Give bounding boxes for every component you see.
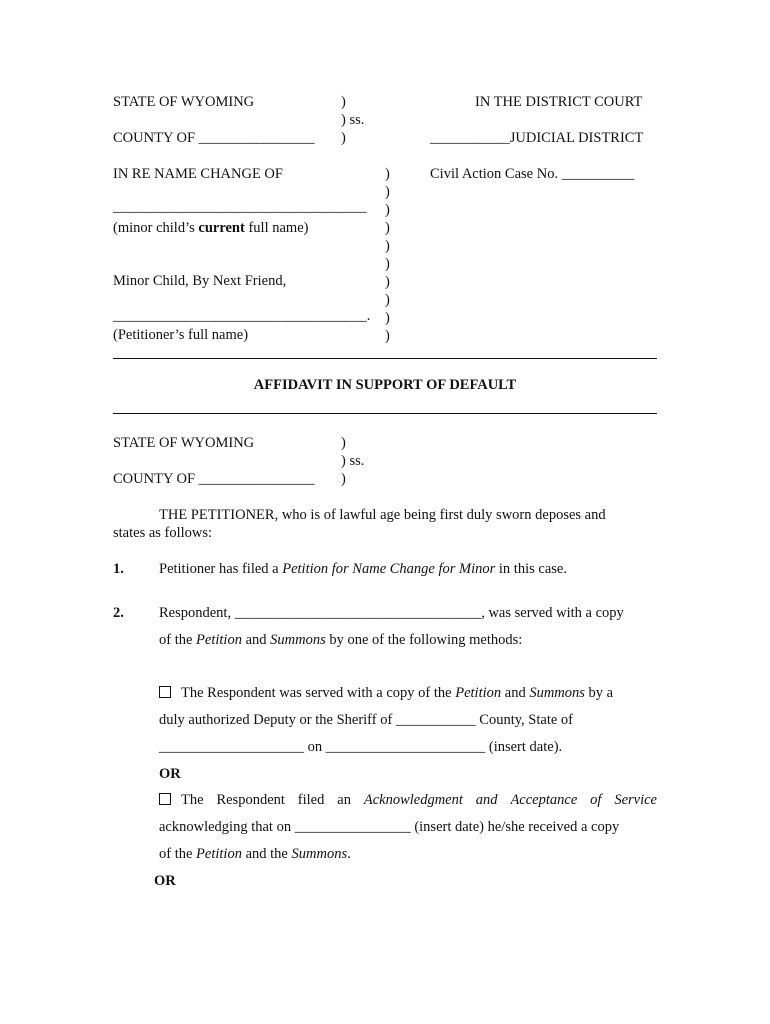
item-2-number: 2. xyxy=(113,605,124,621)
state-label: STATE OF WYOMING xyxy=(113,94,255,110)
judicial-district: ___________JUDICIAL DISTRICT xyxy=(430,130,644,146)
option-2-line-2: acknowledging that on ________________ (insert date) he/she received a copy xyxy=(159,819,620,835)
caption-paren: ) xyxy=(385,328,390,344)
item-2-line-1: Respondent, __________________________________, was served with a copy xyxy=(159,605,624,621)
venue-county-label: COUNTY OF ________________ xyxy=(113,471,315,487)
option-1-checkbox[interactable] xyxy=(159,686,171,698)
option-1-line-1: The Respondent was served with a copy of the Petition and Summons by a xyxy=(159,685,613,702)
caption-paren: ) xyxy=(385,202,390,218)
option-1-line-3: ____________________ on ______________________ (insert date). xyxy=(159,739,563,755)
caption-paren: ) xyxy=(385,274,390,290)
option-2-checkbox[interactable] xyxy=(159,793,171,805)
venue-paren-top: ) xyxy=(341,435,346,451)
item-1-text: Petitioner has filed a Petition for Name Change for Minor in this case. xyxy=(159,561,567,577)
minor-child-label: Minor Child, By Next Friend, xyxy=(113,273,287,289)
caption-paren: ) xyxy=(385,310,390,326)
item-2-line-2: of the Petition and Summons by one of the following methods: xyxy=(159,632,523,648)
county-label: COUNTY OF ________________ xyxy=(113,130,315,146)
caption-paren: ) xyxy=(385,238,390,254)
caption-paren: ) xyxy=(385,220,390,236)
caption-paren: ) xyxy=(385,292,390,308)
option-2-line-1: The Respondent filed an Acknowledgment and Acceptance of Service xyxy=(159,792,657,809)
petitioner-name-label: (Petitioner’s full name) xyxy=(113,327,249,343)
child-name-label: (minor child’s current full name) xyxy=(113,220,309,236)
intro-text-line-2: states as follows: xyxy=(113,525,213,541)
title-rule-bottom xyxy=(113,413,657,414)
caption-paren: ) xyxy=(385,166,390,182)
civil-action-case-no: Civil Action Case No. __________ xyxy=(430,166,635,182)
caption-paren: ) xyxy=(385,256,390,272)
petitioner-name-line: ___________________________________. xyxy=(113,308,371,324)
ss-paren-bottom: ) xyxy=(341,130,346,146)
ss-paren-top: ) xyxy=(341,94,346,110)
caption-paren: ) xyxy=(385,184,390,200)
venue-ss-label: ) ss. xyxy=(341,453,365,469)
ss-label: ) ss. xyxy=(341,112,365,128)
court-name: IN THE DISTRICT COURT xyxy=(475,94,643,110)
venue-paren-bottom: ) xyxy=(341,471,346,487)
title-rule-top xyxy=(113,358,657,359)
option-2-line-3: of the Petition and the Summons. xyxy=(159,846,351,862)
in-re-label: IN RE NAME CHANGE OF xyxy=(113,166,283,182)
or-separator-2: OR xyxy=(154,873,176,889)
item-1-number: 1. xyxy=(113,561,124,577)
document-title: AFFIDAVIT IN SUPPORT OF DEFAULT xyxy=(253,377,517,393)
option-1-line-2: duly authorized Deputy or the Sheriff of ___________ County, State of xyxy=(159,712,573,728)
venue-state-label: STATE OF WYOMING xyxy=(113,435,255,451)
intro-text-line-1: THE PETITIONER, who is of lawful age being first duly sworn deposes and xyxy=(159,507,606,523)
child-name-line: ___________________________________ xyxy=(113,199,367,215)
or-separator-1: OR xyxy=(159,766,181,782)
